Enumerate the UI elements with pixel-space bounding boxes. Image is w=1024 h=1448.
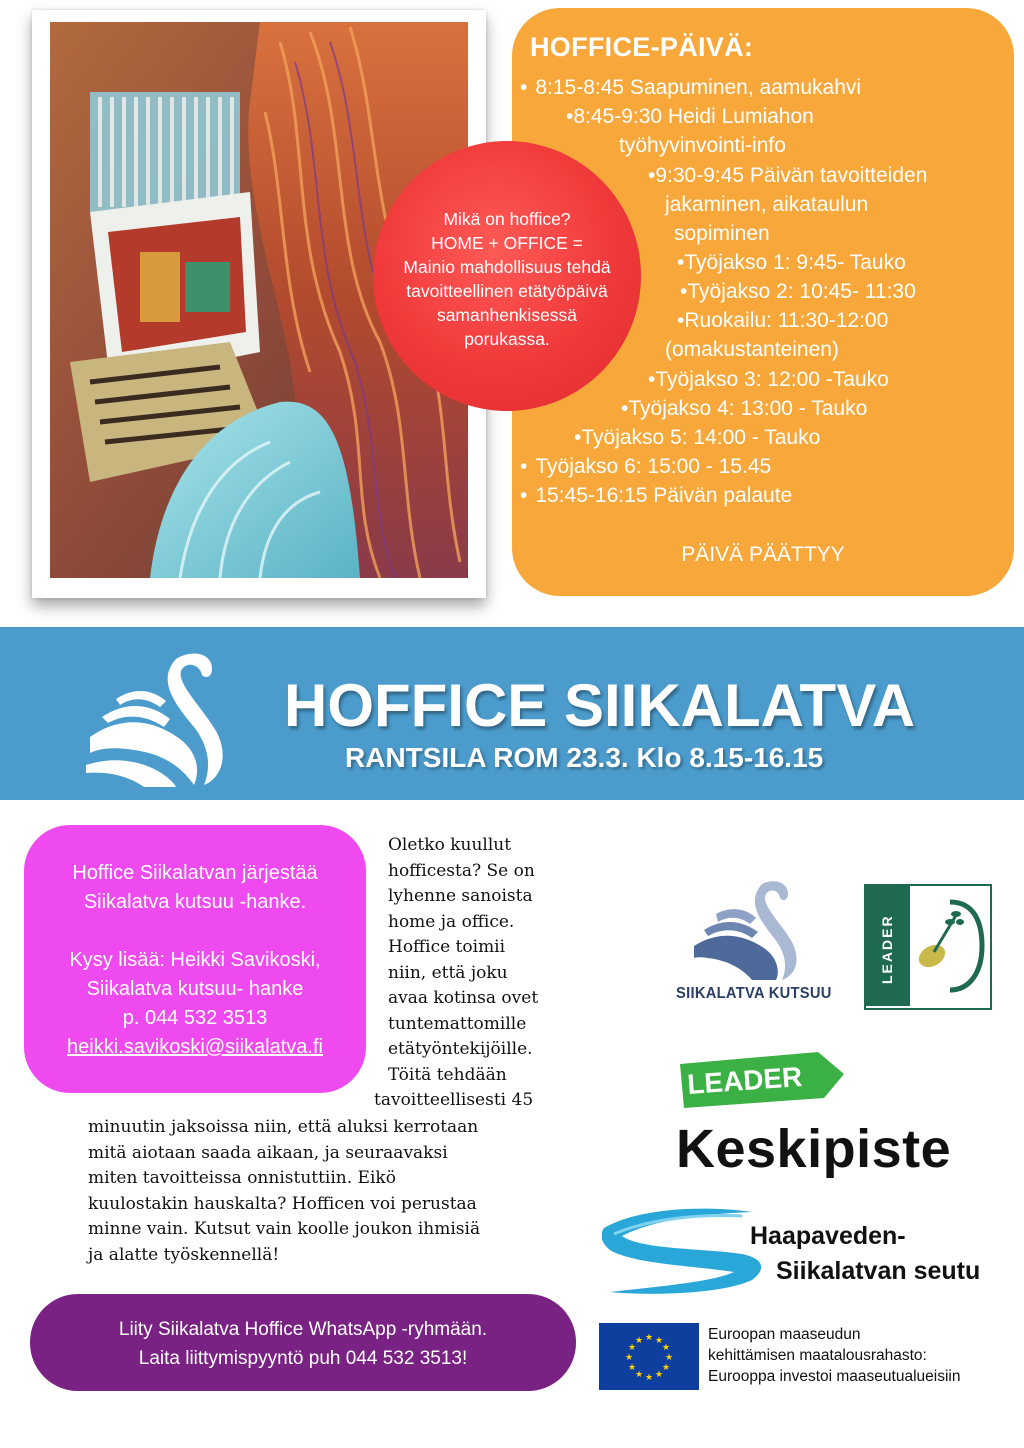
schedule-item: •8:45-9:30 Heidi Lumiahon bbox=[566, 105, 814, 128]
svg-text:★: ★ bbox=[661, 1363, 671, 1373]
text-line: avaa kotinsa ovet bbox=[388, 988, 539, 1008]
schedule-item: •Työjakso 1: 9:45- Tauko bbox=[677, 251, 906, 274]
schedule-item: •Työjakso 2: 10:45- 11:30 bbox=[680, 280, 916, 303]
svg-text:★: ★ bbox=[644, 1333, 654, 1343]
intro-text-wide bbox=[88, 1115, 480, 1268]
schedule-item: sopiminen bbox=[674, 222, 770, 245]
what-is-hoffice-circle bbox=[373, 141, 641, 411]
schedule-item: •Työjakso 4: 13:00 - Tauko bbox=[621, 397, 868, 420]
text-line: tuntemattomille bbox=[388, 1013, 527, 1034]
text-line: Töitä tehdään bbox=[388, 1064, 507, 1085]
contact-line: Kysy lisää: Heikki Savikoski, bbox=[69, 949, 321, 971]
circle-line: HOME + OFFICE = bbox=[431, 233, 583, 253]
title-banner bbox=[0, 627, 1024, 800]
svg-text:★: ★ bbox=[654, 1336, 664, 1346]
leader-plant-icon bbox=[912, 888, 986, 1004]
contact-email-link[interactable]: heikki.savikoski@siikalatva.fi bbox=[67, 1036, 323, 1058]
schedule-item: • Työjakso 6: 15:00 - 15.45 bbox=[520, 455, 772, 478]
svg-text:★: ★ bbox=[627, 1343, 637, 1353]
eu-fund-text bbox=[708, 1324, 960, 1387]
contact-phone: p. 044 532 3513 bbox=[122, 1007, 268, 1029]
schedule-item: •Työjakso 3: 12:00 -Tauko bbox=[648, 368, 889, 391]
schedule-item: • 8:15-8:45 Saapuminen, aamukahvi bbox=[520, 76, 862, 99]
text-line: niin, että joku bbox=[388, 962, 508, 983]
eu-line: Eurooppa investoi maaseutualueisiin bbox=[708, 1368, 961, 1385]
eu-flag-icon bbox=[599, 1323, 699, 1390]
schedule-item: jakaminen, aikataulun bbox=[665, 193, 869, 216]
text-line: home ja office. bbox=[388, 911, 515, 932]
circle-line: Mikä on hoffice? bbox=[443, 209, 571, 229]
organizer-line: Siikalatva kutsuu -hanke. bbox=[83, 891, 307, 913]
text-line: etätyöntekijöille. bbox=[388, 1039, 533, 1059]
schedule-item: työhyvinvointi-info bbox=[619, 134, 786, 157]
circle-line: tavoitteellinen etätyöpäivä bbox=[406, 281, 608, 301]
haapavesi-line2: Siikalatvan seutu bbox=[776, 1257, 981, 1285]
siikalatva-kutsuu-logo-icon bbox=[690, 880, 810, 980]
text-line: kuulostakin hauskalta? Hofficen voi perustaa bbox=[88, 1193, 477, 1214]
svg-text:★: ★ bbox=[654, 1370, 664, 1380]
circle-line: porukassa. bbox=[464, 329, 550, 349]
text-line: miten tavoitteissa onnistuttiin. Eikö bbox=[88, 1168, 396, 1188]
whatsapp-box bbox=[30, 1294, 576, 1391]
text-line: tavoitteellisesti 45 bbox=[374, 1090, 534, 1110]
siikalatva-kutsuu-logo-text: SIIKALATVA KUTSUU bbox=[676, 985, 832, 1002]
swan-logo-icon bbox=[84, 647, 234, 787]
schedule-item: • 15:45-16:15 Päivän palaute bbox=[520, 484, 793, 507]
schedule-title: HOFFICE-PÄIVÄ: bbox=[530, 32, 754, 62]
svg-text:★: ★ bbox=[627, 1363, 637, 1373]
text-line: lyhenne sanoista bbox=[388, 886, 533, 906]
circle-line: Mainio mahdollisuus tehdä bbox=[403, 257, 611, 277]
svg-text:★: ★ bbox=[634, 1370, 644, 1380]
schedule-item: •Työjakso 5: 14:00 - Tauko bbox=[574, 426, 821, 449]
whatsapp-line: Laita liittymispyyntö puh 044 532 3513! bbox=[138, 1348, 468, 1369]
svg-text:★: ★ bbox=[664, 1353, 674, 1363]
text-line: Hoffice toimii bbox=[388, 937, 506, 957]
keskipiste-logo-text: Keskipiste bbox=[676, 1119, 952, 1179]
schedule-end: PÄIVÄ PÄÄTTYY bbox=[681, 543, 845, 566]
schedule-item: •9:30-9:45 Päivän tavoitteiden bbox=[648, 164, 928, 187]
eu-line: kehittämisen maatalousrahasto: bbox=[708, 1347, 927, 1364]
svg-text:★: ★ bbox=[644, 1373, 654, 1383]
svg-text:★: ★ bbox=[661, 1343, 671, 1353]
organizer-line: Hoffice Siikalatvan järjestää bbox=[72, 862, 318, 884]
contact-box bbox=[24, 825, 366, 1093]
circle-line: samanhenkisessä bbox=[436, 305, 578, 325]
text-line: hofficesta? Se on bbox=[388, 860, 535, 881]
text-line: ja alatte työskennellä! bbox=[88, 1244, 280, 1265]
contact-line: Siikalatva kutsuu- hanke bbox=[86, 978, 304, 1000]
event-title: HOFFICE SIIKALATVA bbox=[284, 672, 916, 739]
event-subtitle: RANTSILA ROM 23.3. Klo 8.15-16.15 bbox=[345, 742, 824, 773]
haapavesi-wave-logo-icon bbox=[602, 1206, 772, 1298]
intro-text-narrow bbox=[374, 833, 539, 1114]
leader-tag-logo bbox=[678, 1050, 846, 1112]
text-line: mitä aiotaan saada aikaan, ja seuraavaksi bbox=[88, 1142, 448, 1163]
haapavesi-line1: Haapaveden- bbox=[750, 1222, 906, 1250]
text-line: Oletko kuullut bbox=[388, 835, 512, 855]
whatsapp-line: Liity Siikalatva Hoffice WhatsApp -ryhmään. bbox=[118, 1319, 488, 1340]
text-line: minne vain. Kutsut vain koolle joukon ihmisiä bbox=[88, 1219, 481, 1239]
schedule-item: •Ruokailu: 11:30-12:00 bbox=[677, 309, 889, 332]
svg-text:★: ★ bbox=[624, 1353, 634, 1363]
eu-line: Euroopan maaseudun bbox=[708, 1326, 861, 1343]
leader-vertical-text: LEADER bbox=[879, 914, 895, 984]
svg-text:★: ★ bbox=[634, 1336, 644, 1346]
schedule-item: (omakustanteinen) bbox=[665, 338, 839, 361]
text-line: minuutin jaksoissa niin, että aluksi kerrotaan bbox=[88, 1117, 479, 1137]
leader-tag-text: LEADER bbox=[686, 1061, 804, 1100]
